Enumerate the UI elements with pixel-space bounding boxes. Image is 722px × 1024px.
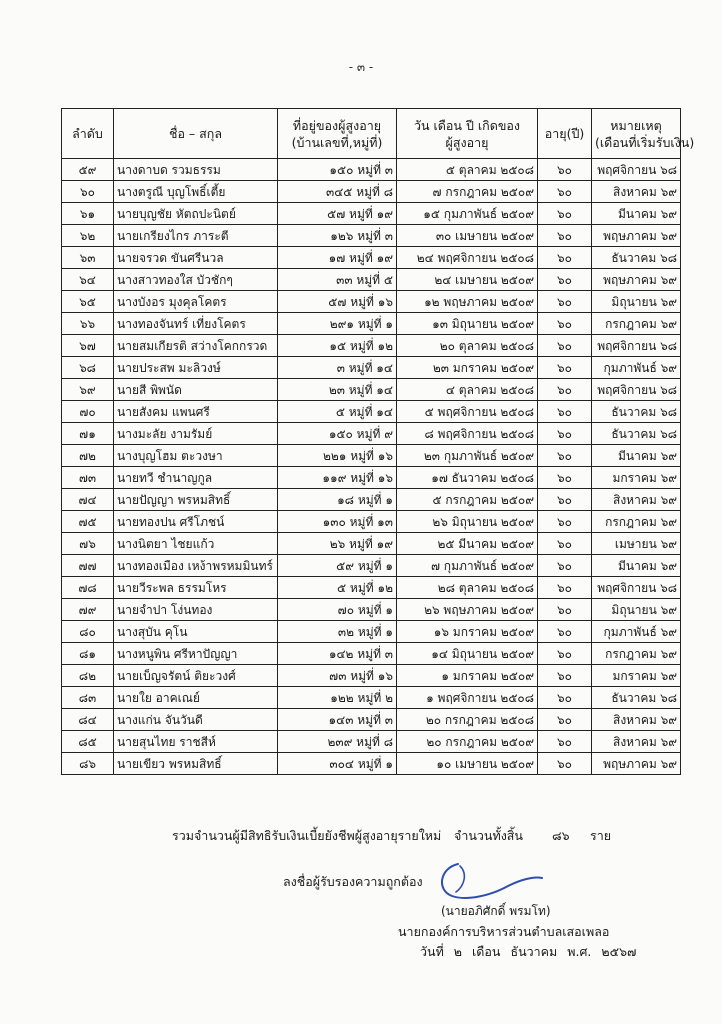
summary-total-value: ๘๖ <box>552 828 570 843</box>
cell-age: ๖๐ <box>538 335 592 357</box>
cell-dob: ๕ ตุลาคม ๒๕๐๘ <box>397 159 538 181</box>
cell-no: ๘๐ <box>62 621 114 643</box>
cell-name: นายจำปา โง่นทอง <box>114 599 278 621</box>
table-row <box>62 533 681 555</box>
cell-age: ๖๐ <box>538 357 592 379</box>
cell-no: ๘๔ <box>62 709 114 731</box>
cell-note: ธันวาคม ๖๘ <box>592 423 681 445</box>
cell-age: ๖๐ <box>538 687 592 709</box>
cell-note: กรกฎาคม ๖๙ <box>592 313 681 335</box>
cell-address: ๓๔๕ หมู่ที่ ๘ <box>278 181 397 203</box>
cell-dob: ๒๐ กรกฎาคม ๒๕๐๙ <box>397 731 538 753</box>
table-row <box>62 555 681 577</box>
cell-age: ๖๐ <box>538 291 592 313</box>
cell-dob: ๑๕ กุมภาพันธ์ ๒๕๐๙ <box>397 203 538 225</box>
cell-address: ๓๒ หมู่ที่ ๑ <box>278 621 397 643</box>
header-no: ลำดับ <box>62 109 114 159</box>
cell-age: ๖๐ <box>538 753 592 775</box>
cell-name: นางทองจันทร์ เที่ยงโคตร <box>114 313 278 335</box>
table-row <box>62 247 681 269</box>
cell-note: มกราคม ๖๙ <box>592 665 681 687</box>
table-row <box>62 203 681 225</box>
cell-no: ๖๑ <box>62 203 114 225</box>
cell-dob: ๒๔ พฤศจิกายน ๒๕๐๘ <box>397 247 538 269</box>
table-row <box>62 401 681 423</box>
cell-note: กุมภาพันธ์ ๖๙ <box>592 357 681 379</box>
cell-no: ๗๑ <box>62 423 114 445</box>
cell-dob: ๔ ตุลาคม ๒๕๐๘ <box>397 379 538 401</box>
cell-no: ๗๔ <box>62 489 114 511</box>
cell-name: นางแก่น จันวันดี <box>114 709 278 731</box>
cell-no: ๖๘ <box>62 357 114 379</box>
table-row <box>62 467 681 489</box>
cell-no: ๘๕ <box>62 731 114 753</box>
cell-no: ๖๐ <box>62 181 114 203</box>
cell-name: นายสี พิพนัด <box>114 379 278 401</box>
table-row <box>62 489 681 511</box>
cell-name: นายจรวด ขันศรีนวล <box>114 247 278 269</box>
cell-name: นางสุบัน คุโน <box>114 621 278 643</box>
cell-address: ๑๗ หมู่ที่ ๑๙ <box>278 247 397 269</box>
cell-name: นายสังคม แพนศรี <box>114 401 278 423</box>
cell-no: ๗๙ <box>62 599 114 621</box>
cell-no: ๗๐ <box>62 401 114 423</box>
table-row <box>62 621 681 643</box>
table-row <box>62 159 681 181</box>
cell-dob: ๑๗ ธันวาคม ๒๕๐๘ <box>397 467 538 489</box>
cell-dob: ๕ กรกฎาคม ๒๕๐๙ <box>397 489 538 511</box>
cell-name: นางทองเมือง เหง้าพรหมมินทร์ <box>114 555 278 577</box>
cell-name: นายทวี ชำนาญกูล <box>114 467 278 489</box>
cell-age: ๖๐ <box>538 599 592 621</box>
cell-dob: ๒๔ เมษายน ๒๕๐๙ <box>397 269 538 291</box>
cell-no: ๗๘ <box>62 577 114 599</box>
cell-dob: ๒๐ ตุลาคม ๒๕๐๘ <box>397 335 538 357</box>
summary-label: รวมจำนวนผู้มีสิทธิรับเงินเบี้ยยังชีพผู้สูงอายุรายใหม่ <box>172 828 442 843</box>
cell-name: นางนิตยา ไชยแก้ว <box>114 533 278 555</box>
cell-dob: ๑๓ มิถุนายน ๒๕๐๙ <box>397 313 538 335</box>
cell-note: สิงหาคม ๖๙ <box>592 731 681 753</box>
cell-address: ๑๕๐ หมู่ที่ ๙ <box>278 423 397 445</box>
handwritten-signature <box>430 856 550 906</box>
cell-no: ๘๑ <box>62 643 114 665</box>
header-age: อายุ(ปี) <box>538 109 592 159</box>
table-row <box>62 445 681 467</box>
cell-age: ๖๐ <box>538 577 592 599</box>
cell-note: พฤษภาคม ๖๙ <box>592 269 681 291</box>
cell-dob: ๑๐ เมษายน ๒๕๐๙ <box>397 753 538 775</box>
cell-note: พฤศจิกายน ๖๘ <box>592 577 681 599</box>
cell-dob: ๒๖ พฤษภาคม ๒๕๐๙ <box>397 599 538 621</box>
header-dob: วัน เดือน ปี เกิดของ ผู้สูงอายุ <box>397 109 538 159</box>
table-row <box>62 599 681 621</box>
cell-name: นายใย อาคเณย์ <box>114 687 278 709</box>
cell-address: ๑๕๐ หมู่ที่ ๓ <box>278 159 397 181</box>
cell-note: พฤษภาคม ๖๙ <box>592 753 681 775</box>
cell-note: พฤศจิกายน ๖๘ <box>592 159 681 181</box>
cell-age: ๖๐ <box>538 489 592 511</box>
table-row <box>62 665 681 687</box>
cell-name: นางมะลัย งามรัมย์ <box>114 423 278 445</box>
signer-title: นายกองค์การบริหารส่วนตำบลเสอเพลอ <box>398 924 610 939</box>
cell-address: ๒๙๑ หมู่ที่ ๑ <box>278 313 397 335</box>
table-row <box>62 423 681 445</box>
cell-name: นายเขียว พรหมสิทธิ์ <box>114 753 278 775</box>
cell-address: ๑๕ หมู่ที่ ๑๒ <box>278 335 397 357</box>
cell-no: ๖๗ <box>62 335 114 357</box>
cell-note: พฤศจิกายน ๖๘ <box>592 379 681 401</box>
cell-dob: ๒๐ กรกฎาคม ๒๕๐๘ <box>397 709 538 731</box>
cell-address: ๕๗ หมู่ที่ ๑๙ <box>278 203 397 225</box>
header-name: ชื่อ – สกุล <box>114 109 278 159</box>
date-day-label: วันที่ <box>420 944 444 959</box>
cell-dob: ๒๖ มิถุนายน ๒๕๐๙ <box>397 511 538 533</box>
cell-address: ๕๗ หมู่ที่ ๑๖ <box>278 291 397 313</box>
elderly-allowance-table <box>61 108 695 775</box>
cell-dob: ๗ กุมภาพันธ์ ๒๕๐๙ <box>397 555 538 577</box>
cell-note: กรกฎาคม ๖๙ <box>592 511 681 533</box>
cell-dob: ๗ กรกฎาคม ๒๕๐๙ <box>397 181 538 203</box>
cell-dob: ๒๓ มกราคม ๒๕๐๙ <box>397 357 538 379</box>
cell-no: ๗๕ <box>62 511 114 533</box>
cell-no: ๗๒ <box>62 445 114 467</box>
cell-no: ๖๔ <box>62 269 114 291</box>
cell-address: ๑๔๒ หมู่ที่ ๓ <box>278 643 397 665</box>
table-row <box>62 357 681 379</box>
cell-name: นางดาบด รวมธรรม <box>114 159 278 181</box>
cell-dob: ๑๔ มิถุนายน ๒๕๐๙ <box>397 643 538 665</box>
cell-age: ๖๐ <box>538 159 592 181</box>
cell-age: ๖๐ <box>538 709 592 731</box>
cell-address: ๗๓ หมู่ที่ ๑๖ <box>278 665 397 687</box>
cell-note: กรกฎาคม ๖๙ <box>592 643 681 665</box>
cell-name: นางบังอร มุงคุลโคตร <box>114 291 278 313</box>
cell-age: ๖๐ <box>538 511 592 533</box>
cell-address: ๑๒๖ หมู่ที่ ๓ <box>278 225 397 247</box>
cell-age: ๖๐ <box>538 533 592 555</box>
cell-note: มีนาคม ๖๙ <box>592 203 681 225</box>
cell-name: นายประสพ มะลิวงษ์ <box>114 357 278 379</box>
cell-address: ๕๙ หมู่ที่ ๑ <box>278 555 397 577</box>
cell-name: นางสาวทองใส บัวชักๆ <box>114 269 278 291</box>
header-address: ที่อยู่ของผู้สูงอายุ (บ้านเลขที่,หมู่ที่) <box>278 109 397 159</box>
cell-dob: ๑๖ มกราคม ๒๕๐๙ <box>397 621 538 643</box>
cell-note: พฤษภาคม ๖๙ <box>592 225 681 247</box>
cell-address: ๓๓ หมู่ที่ ๕ <box>278 269 397 291</box>
cell-name: นายเกรียงไกร ภาระตี <box>114 225 278 247</box>
cell-name: นายวีระพล ธรรมโหร <box>114 577 278 599</box>
cell-age: ๖๐ <box>538 313 592 335</box>
cell-age: ๖๐ <box>538 225 592 247</box>
table-row <box>62 335 681 357</box>
cell-dob: ๓๐ เมษายน ๒๕๐๙ <box>397 225 538 247</box>
table-row <box>62 313 681 335</box>
cell-dob: ๑๒ พฤษภาคม ๒๕๐๙ <box>397 291 538 313</box>
cell-name: นายสมเกียรติ สว่างโคกกรวด <box>114 335 278 357</box>
cell-no: ๖๒ <box>62 225 114 247</box>
cell-address: ๕ หมู่ที่ ๑๒ <box>278 577 397 599</box>
cell-note: ธันวาคม ๖๘ <box>592 401 681 423</box>
cell-address: ๑๒๒ หมู่ที่ ๒ <box>278 687 397 709</box>
cell-no: ๗๓ <box>62 467 114 489</box>
cell-age: ๖๐ <box>538 269 592 291</box>
cell-age: ๖๐ <box>538 665 592 687</box>
table-row <box>62 709 681 731</box>
table-row <box>62 511 681 533</box>
cell-address: ๒๒๑ หมู่ที่ ๑๖ <box>278 445 397 467</box>
date-year-label: พ.ศ. <box>567 944 592 959</box>
cell-age: ๖๐ <box>538 379 592 401</box>
cell-no: ๗๗ <box>62 555 114 577</box>
cell-note: พฤศจิกายน ๖๘ <box>592 335 681 357</box>
cell-age: ๖๐ <box>538 423 592 445</box>
table-row <box>62 291 681 313</box>
cell-no: ๘๒ <box>62 665 114 687</box>
cell-no: ๘๖ <box>62 753 114 775</box>
cell-name: นายทองปน ศรีโภชน์ <box>114 511 278 533</box>
cell-note: ธันวาคม ๖๘ <box>592 687 681 709</box>
cell-age: ๖๐ <box>538 445 592 467</box>
cell-dob: ๑ มกราคม ๒๕๐๙ <box>397 665 538 687</box>
cell-note: สิงหาคม ๖๙ <box>592 489 681 511</box>
cell-note: มีนาคม ๖๙ <box>592 555 681 577</box>
cell-dob: ๒๘ ตุลาคม ๒๕๐๘ <box>397 577 538 599</box>
summary-total-label: จำนวนทั้งสิ้น <box>454 828 523 843</box>
date-month-label: เดือน <box>472 944 501 959</box>
cell-name: นายปัญญา พรหมสิทธิ์ <box>114 489 278 511</box>
cell-age: ๖๐ <box>538 621 592 643</box>
cell-name: นายบุญชัย หัตถปะนิตย์ <box>114 203 278 225</box>
cell-no: ๖๙ <box>62 379 114 401</box>
cell-address: ๒๖ หมู่ที่ ๑๙ <box>278 533 397 555</box>
cell-note: สิงหาคม ๖๙ <box>592 181 681 203</box>
cell-note: มีนาคม ๖๙ <box>592 445 681 467</box>
cell-address: ๑๓๐ หมู่ที่ ๑๓ <box>278 511 397 533</box>
cell-address: ๑๘ หมู่ที่ ๑ <box>278 489 397 511</box>
cell-address: ๑๔๓ หมู่ที่ ๓ <box>278 709 397 731</box>
table-row <box>62 731 681 753</box>
cell-age: ๖๐ <box>538 203 592 225</box>
date-year: ๒๕๖๗ <box>601 944 637 959</box>
date-day: ๒ <box>453 944 463 959</box>
page-number: - ๓ - <box>348 60 374 74</box>
cell-no: ๕๙ <box>62 159 114 181</box>
cell-dob: ๑ พฤศจิกายน ๒๕๐๘ <box>397 687 538 709</box>
cell-note: มิถุนายน ๖๙ <box>592 291 681 313</box>
cell-note: มกราคม ๖๙ <box>592 467 681 489</box>
cell-age: ๖๐ <box>538 181 592 203</box>
cell-note: กุมภาพันธ์ ๖๙ <box>592 621 681 643</box>
cell-note: มิถุนายน ๖๙ <box>592 599 681 621</box>
cell-dob: ๒๕ มีนาคม ๒๕๐๙ <box>397 533 538 555</box>
table-row <box>62 379 681 401</box>
table-row <box>62 687 681 709</box>
date-month: ธันวาคม <box>510 944 558 959</box>
cell-no: ๗๖ <box>62 533 114 555</box>
cell-age: ๖๐ <box>538 467 592 489</box>
sign-date <box>420 942 642 962</box>
cell-name: นางตรูณี บุญโพธิ์เตี้ย <box>114 181 278 203</box>
table-row <box>62 269 681 291</box>
cell-address: ๗๐ หมู่ที่ ๑ <box>278 599 397 621</box>
table-header-row <box>62 109 681 159</box>
cell-age: ๖๐ <box>538 247 592 269</box>
cell-age: ๖๐ <box>538 731 592 753</box>
table-row <box>62 643 681 665</box>
table-row <box>62 181 681 203</box>
cell-age: ๖๐ <box>538 555 592 577</box>
summary-unit: ราย <box>590 828 612 843</box>
cell-dob: ๕ พฤศจิกายน ๒๕๐๘ <box>397 401 538 423</box>
signer-name: (นายอภิศักดิ์ พรมโท) <box>441 904 551 918</box>
cell-name: นางบุญโฮม ตะวงษา <box>114 445 278 467</box>
cell-name: นางหนูพิน ศรีหาปัญญา <box>114 643 278 665</box>
cell-no: ๖๖ <box>62 313 114 335</box>
cell-age: ๖๐ <box>538 643 592 665</box>
cell-address: ๑๑๙ หมู่ที่ ๑๖ <box>278 467 397 489</box>
cell-dob: ๘ พฤศจิกายน ๒๕๐๘ <box>397 423 538 445</box>
cell-address: ๓ หมู่ที่ ๑๔ <box>278 357 397 379</box>
cell-note: ธันวาคม ๖๘ <box>592 247 681 269</box>
cell-dob: ๒๓ กุมภาพันธ์ ๒๕๐๙ <box>397 445 538 467</box>
table-row <box>62 225 681 247</box>
table-row <box>62 577 681 599</box>
cell-address: ๕ หมู่ที่ ๑๔ <box>278 401 397 423</box>
cell-address: ๒๓ หมู่ที่ ๑๔ <box>278 379 397 401</box>
cell-age: ๖๐ <box>538 401 592 423</box>
summary-line <box>172 826 612 846</box>
cell-no: ๖๓ <box>62 247 114 269</box>
cell-note: สิงหาคม ๖๙ <box>592 709 681 731</box>
cell-note: เมษายน ๖๙ <box>592 533 681 555</box>
cell-no: ๘๓ <box>62 687 114 709</box>
cell-name: นายเบ็ญจรัตน์ ติยะวงศ์ <box>114 665 278 687</box>
cell-address: ๒๓๙ หมู่ที่ ๘ <box>278 731 397 753</box>
certify-label: ลงชื่อผู้รับรองความถูกต้อง <box>283 874 423 889</box>
header-note: หมายเหตุ (เดือนที่เริ่มรับเงิน) <box>592 109 681 159</box>
cell-name: นายสุนไทย ราชสีห์ <box>114 731 278 753</box>
cell-address: ๓๐๔ หมู่ที่ ๑ <box>278 753 397 775</box>
table-row <box>62 753 681 775</box>
cell-no: ๖๕ <box>62 291 114 313</box>
